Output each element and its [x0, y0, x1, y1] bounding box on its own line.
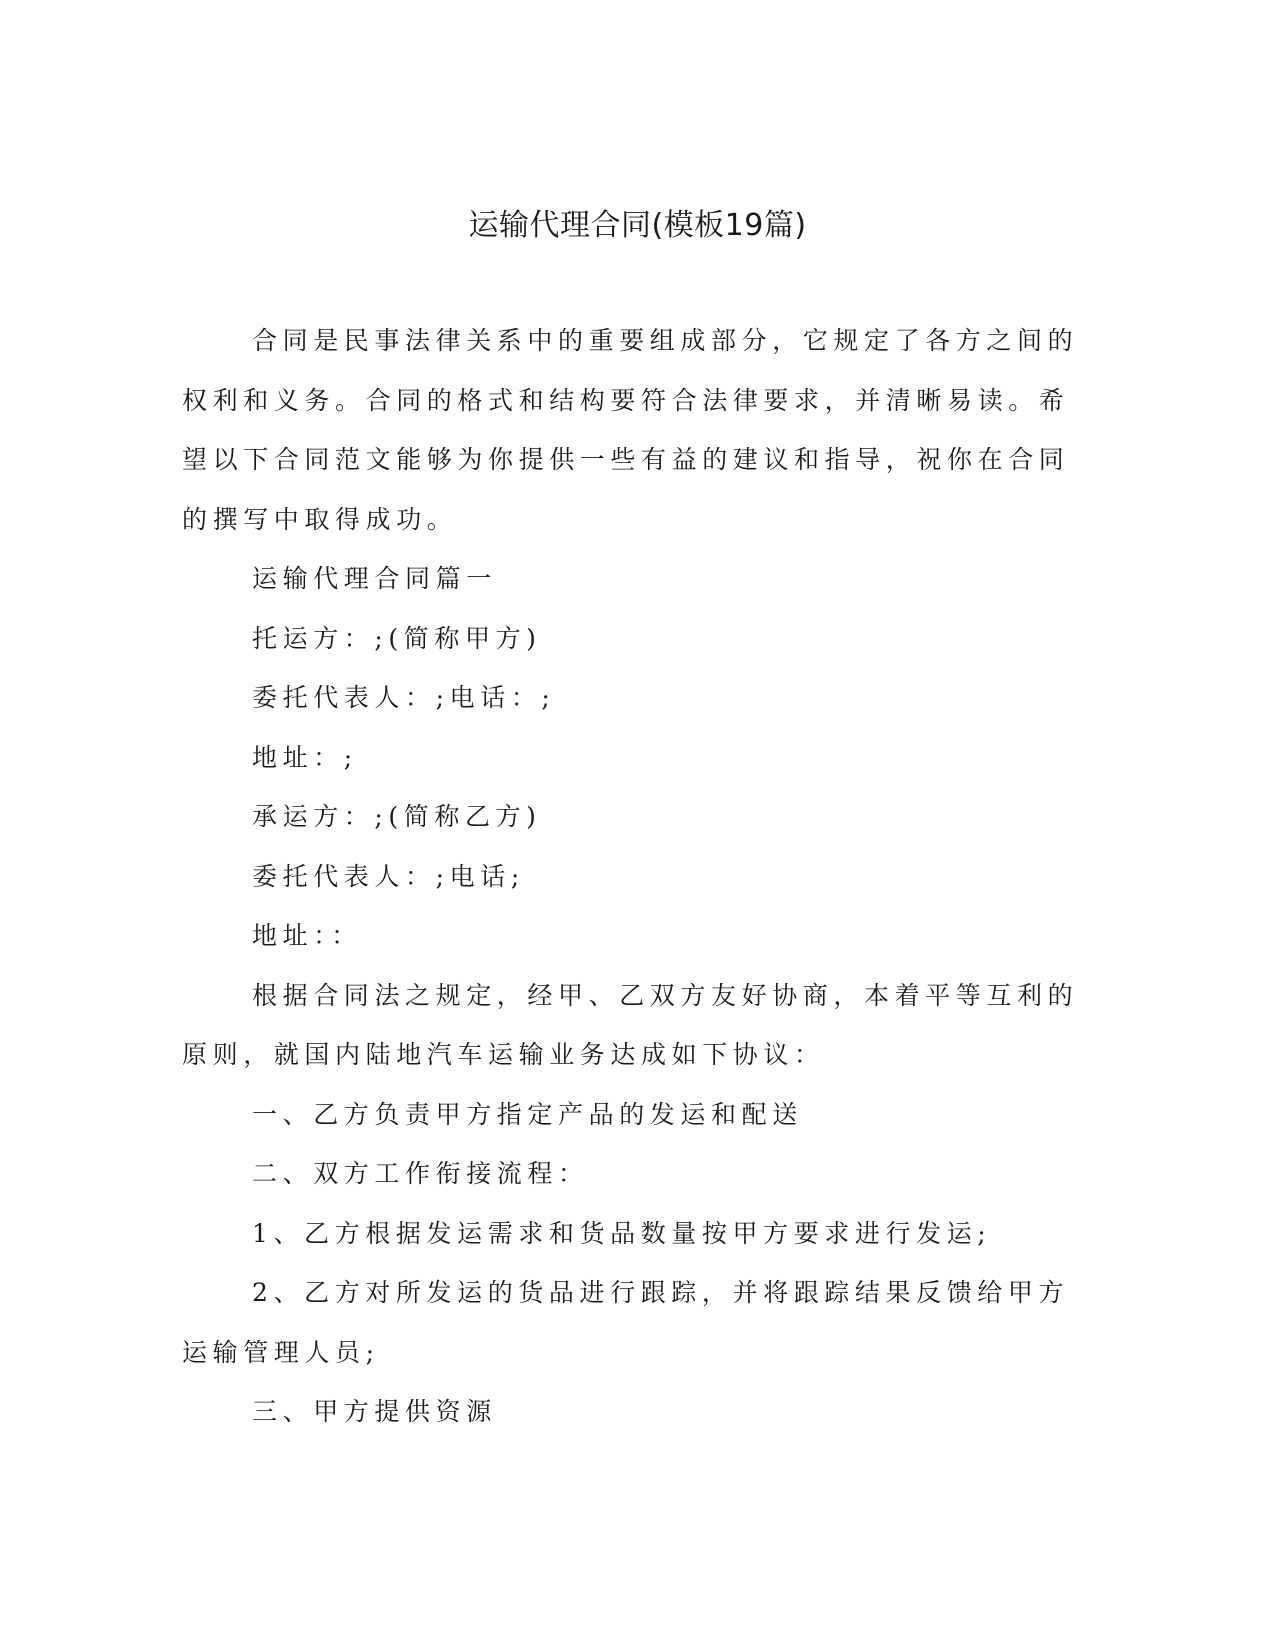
clause-2: 二、双方工作衔接流程： [252, 1159, 589, 1188]
carrier-line: 承运方：;(简称乙方) [252, 802, 542, 831]
clause-2-item-2: 2、乙方对所发运的货品进行跟踪，并将跟踪结果反馈给甲方运输管理人员; [182, 1278, 1070, 1367]
intro-paragraph: 合同是民事法律关系中的重要组成部分，它规定了各方之间的权利和义务。合同的格式和结构要符合法律要求，并清晰易读。希望以下合同范文能够为你提供一些有益的建议和指导，祝你在合同的撰写中取得成功。 [182, 326, 1079, 534]
shipper-address-line: 地址：; [252, 742, 358, 772]
clause-1: 一、乙方负责甲方指定产品的发运和配送 [252, 1099, 803, 1129]
agreement-paragraph: 根据合同法之规定，经甲、乙双方友好协商，本着平等互利的原则，就国内陆地汽车运输业务达成如下协议： [182, 980, 1079, 1069]
section-heading: 运输代理合同篇一 [252, 564, 497, 593]
shipper-representative-line: 委托代表人：;电话：; [252, 683, 556, 712]
document-title: 运输代理合同(模板19篇) [468, 208, 807, 243]
shipper-line: 托运方：;(简称甲方) [252, 623, 542, 653]
clause-3: 三、甲方提供资源 [252, 1397, 497, 1426]
carrier-address-line: 地址：： [252, 921, 362, 950]
document-body [182, 311, 1082, 1442]
clause-2-item-1: 1、乙方根据发运需求和货品数量按甲方要求进行发运; [252, 1218, 992, 1248]
carrier-representative-line: 委托代表人：;电话; [252, 861, 525, 891]
